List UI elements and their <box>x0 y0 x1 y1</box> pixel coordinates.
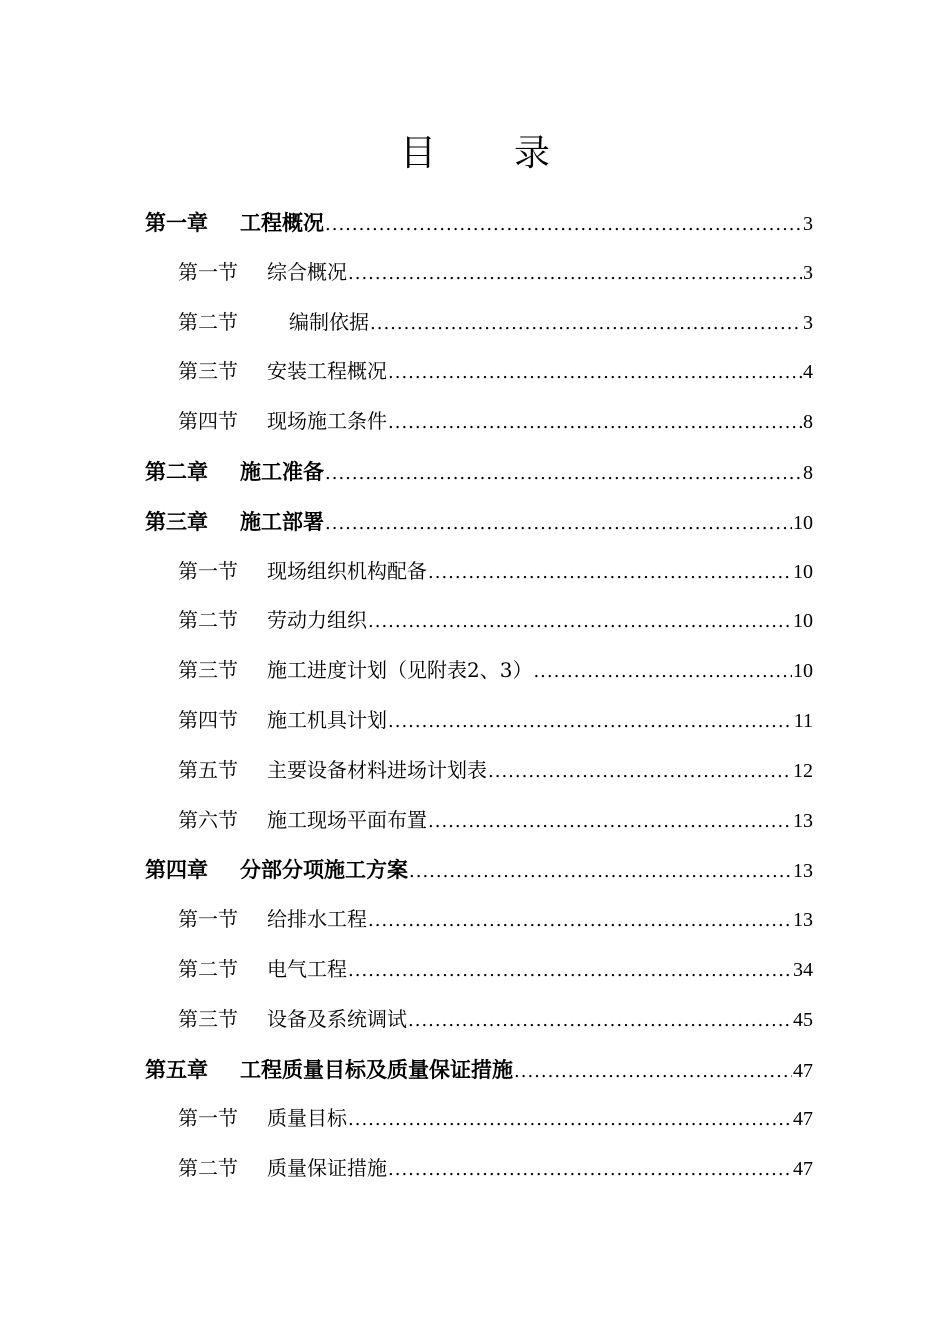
toc-dot-leader <box>428 797 792 847</box>
toc-entry-number: 第一节 <box>178 558 238 583</box>
toc-entry-title: 工程质量目标及质量保证措施 <box>240 1056 513 1082</box>
toc-page-number: 3 <box>803 311 813 334</box>
toc-entry-number: 第一节 <box>178 259 238 284</box>
toc-entry-title: 劳动力组织 <box>267 608 367 633</box>
toc-dot-leader <box>408 996 792 1046</box>
toc-entry-title: 主要设备材料进场计划表 <box>267 757 487 782</box>
toc-page-number: 8 <box>803 461 813 484</box>
toc-entry-title: 施工机具计划 <box>267 707 387 732</box>
toc-entry-number: 第二节 <box>178 956 238 981</box>
table-of-contents <box>145 198 813 1194</box>
toc-chapter-entry[interactable] <box>145 447 813 497</box>
toc-dot-leader <box>368 896 792 946</box>
toc-dot-leader <box>370 299 802 349</box>
toc-page-number: 10 <box>793 511 813 534</box>
toc-entry-number: 第六节 <box>178 807 238 832</box>
toc-entry-number: 第二节 <box>178 608 238 633</box>
toc-dot-leader <box>348 946 792 996</box>
toc-entry-title: 综合概况 <box>267 259 347 284</box>
toc-entry-title: 编制依据 <box>289 309 369 334</box>
toc-dot-leader <box>348 249 802 299</box>
toc-entry-title: 施工进度计划（见附表2、3） <box>267 658 533 683</box>
toc-entry-title: 施工准备 <box>240 458 324 484</box>
toc-entry-number: 第一章 <box>145 210 208 235</box>
toc-entry-number: 第一节 <box>178 1106 238 1131</box>
toc-page-number: 45 <box>793 1008 813 1031</box>
toc-dot-leader <box>325 499 792 549</box>
toc-title <box>0 132 950 176</box>
toc-section-entry[interactable] <box>145 1094 813 1144</box>
toc-dot-leader <box>388 398 802 448</box>
toc-page-number: 11 <box>793 709 813 732</box>
toc-entry-title: 施工部署 <box>240 508 324 534</box>
toc-section-entry[interactable] <box>145 945 813 995</box>
toc-entry-number: 第四章 <box>145 857 208 883</box>
toc-entry-title: 质量保证措施 <box>267 1156 387 1181</box>
toc-entry-number: 第四节 <box>178 707 238 732</box>
toc-chapter-entry[interactable] <box>145 1045 813 1095</box>
toc-section-entry[interactable] <box>145 796 813 846</box>
toc-section-entry[interactable] <box>145 696 813 746</box>
toc-page-number: 13 <box>793 809 813 832</box>
toc-title-char: 目 <box>399 133 436 174</box>
toc-entry-number: 第二节 <box>178 309 238 334</box>
toc-page-number: 10 <box>793 560 813 583</box>
toc-dot-leader <box>409 847 792 897</box>
toc-dot-leader <box>514 1047 792 1097</box>
toc-dot-leader <box>325 449 802 499</box>
toc-page-number: 34 <box>793 958 813 981</box>
toc-dot-leader <box>388 697 793 747</box>
toc-section-entry[interactable] <box>145 347 813 397</box>
toc-entry-title: 设备及系统调试 <box>267 1006 407 1031</box>
toc-dot-leader <box>388 348 802 398</box>
toc-page-number: 13 <box>793 860 813 883</box>
toc-section-entry[interactable] <box>145 547 813 597</box>
toc-page-number: 4 <box>803 361 813 384</box>
toc-title-char: 录 <box>514 133 551 174</box>
toc-section-entry[interactable] <box>145 248 813 298</box>
toc-section-entry[interactable] <box>145 397 813 447</box>
toc-chapter-entry[interactable] <box>145 198 813 248</box>
toc-section-entry[interactable] <box>145 895 813 945</box>
toc-entry-title: 分部分项施工方案 <box>240 857 408 883</box>
toc-page-number: 13 <box>793 909 813 932</box>
toc-section-entry[interactable] <box>145 596 813 646</box>
toc-entry-title: 电气工程 <box>267 956 347 981</box>
toc-chapter-entry[interactable] <box>145 845 813 895</box>
toc-page-number: 3 <box>803 261 813 284</box>
toc-page-number: 47 <box>793 1158 813 1181</box>
toc-entry-number: 第三节 <box>178 359 238 384</box>
toc-dot-leader <box>533 647 792 697</box>
toc-section-entry[interactable] <box>145 746 813 796</box>
toc-page-number: 8 <box>803 411 813 434</box>
toc-entry-number: 第二章 <box>145 458 208 484</box>
toc-entry-number: 第一节 <box>178 907 238 932</box>
toc-page-number: 10 <box>793 610 813 633</box>
toc-page-number: 47 <box>793 1059 813 1082</box>
toc-entry-title: 现场施工条件 <box>267 409 387 434</box>
toc-entry-title: 给排水工程 <box>267 907 367 932</box>
toc-entry-number: 第三节 <box>178 658 238 683</box>
toc-page-number: 10 <box>793 660 813 683</box>
toc-dot-leader <box>348 1095 792 1145</box>
toc-dot-leader <box>488 747 792 797</box>
toc-entry-number: 第三章 <box>145 508 208 534</box>
toc-section-entry[interactable] <box>145 298 813 348</box>
toc-dot-leader <box>368 597 792 647</box>
toc-page-number: 12 <box>793 759 813 782</box>
toc-dot-leader <box>388 1145 792 1195</box>
toc-section-entry[interactable] <box>145 646 813 696</box>
toc-entry-title: 安装工程概况 <box>267 359 387 384</box>
toc-entry-number: 第五节 <box>178 757 238 782</box>
toc-dot-leader <box>325 200 802 250</box>
toc-entry-title: 质量目标 <box>267 1106 347 1131</box>
toc-entry-number: 第三节 <box>178 1006 238 1031</box>
toc-chapter-entry[interactable] <box>145 497 813 547</box>
toc-dot-leader <box>428 548 792 598</box>
toc-section-entry[interactable] <box>145 1144 813 1194</box>
toc-page-number: 3 <box>803 213 813 235</box>
toc-entry-title: 工程概况 <box>240 210 324 235</box>
toc-entry-title: 现场组织机构配备 <box>267 558 427 583</box>
toc-entry-number: 第五章 <box>145 1056 208 1082</box>
toc-entry-title: 施工现场平面布置 <box>267 807 427 832</box>
toc-page-number: 47 <box>793 1108 813 1131</box>
toc-entry-number: 第二节 <box>178 1156 238 1181</box>
toc-entry-number: 第四节 <box>178 409 238 434</box>
toc-section-entry[interactable] <box>145 995 813 1045</box>
